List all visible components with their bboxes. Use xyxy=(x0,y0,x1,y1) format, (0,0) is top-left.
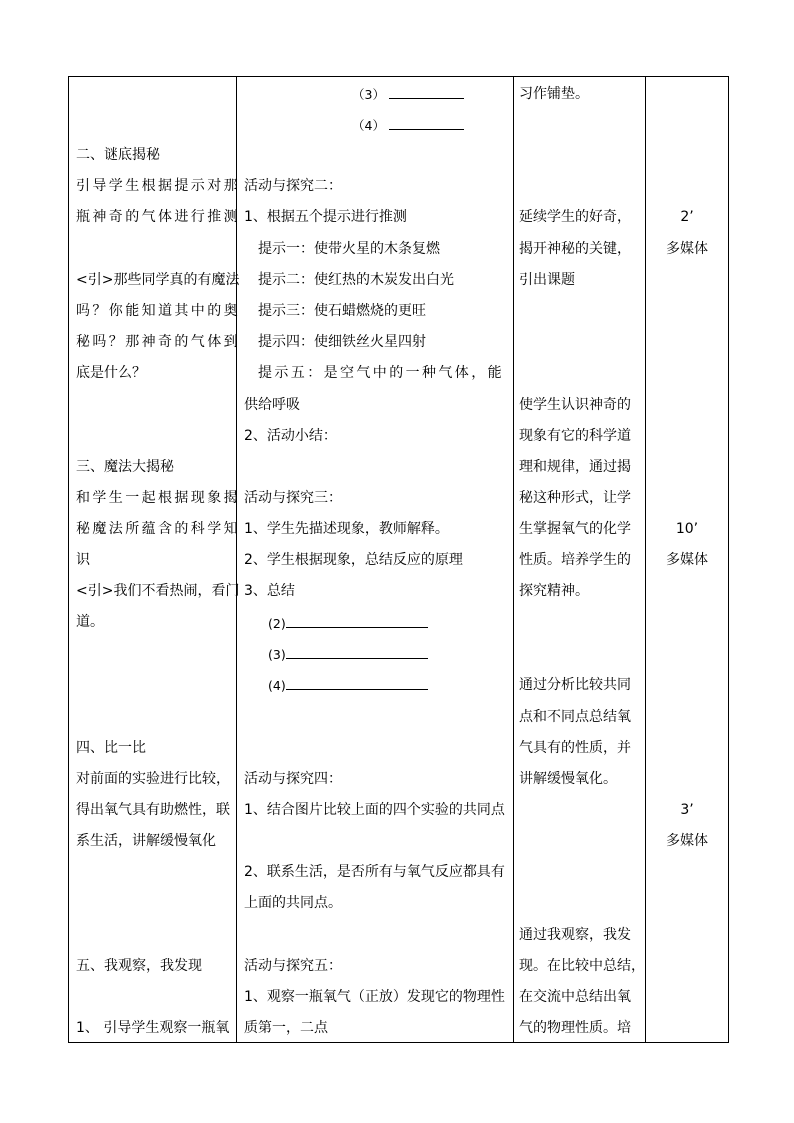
intent-line: 生掌握氧气的化学 xyxy=(519,521,631,537)
text-line: 2、联系生活，是否所有与氧气反应都具有 xyxy=(244,864,505,880)
text-line: 1、根据五个提示进行推测 xyxy=(244,209,407,225)
text-line: 系生活，讲解缓慢氧化 xyxy=(76,833,216,849)
activity-title: 活动与探究三： xyxy=(244,490,342,506)
answer-blank-4 xyxy=(352,116,464,135)
media-label: 多媒体 xyxy=(666,833,708,849)
text-line: <引>我们不看热闹，看门 xyxy=(76,583,240,599)
blank-line xyxy=(389,85,464,99)
intent-line: 讲解缓慢氧化。 xyxy=(519,771,617,787)
intent-line: 点和不同点总结氧 xyxy=(519,709,631,725)
intent-line: 现象有它的科学道 xyxy=(519,428,631,444)
intent-line: 揭开神秘的关键， xyxy=(519,241,631,257)
summary-blank-4 xyxy=(268,676,428,695)
time-allocation: 2’ xyxy=(680,209,694,225)
hint-line: 提示一：使带火星的木条复燃 xyxy=(258,241,440,257)
text-line: 吗？你能知道其中的奥 xyxy=(76,303,240,319)
text-line: 对前面的实验进行比较， xyxy=(76,771,230,787)
intent-line: 秘这种形式，让学 xyxy=(519,490,631,506)
text-line: 2、学生根据现象，总结反应的原理 xyxy=(244,552,463,568)
intent-line: 现。在比较中总结， xyxy=(519,958,645,974)
text-line: 秘魔法所蕴含的科学知 xyxy=(76,521,240,537)
text-line: 1、 引导学生观察一瓶氧 xyxy=(76,1020,230,1036)
activity-title: 活动与探究二： xyxy=(244,178,342,194)
section-title: 四、比一比 xyxy=(76,740,146,756)
text-line: 瓶神奇的气体进行推测 xyxy=(76,209,240,225)
text-line: 3、总结 xyxy=(244,583,295,599)
text-line: 1、观察一瓶氧气（正放）发现它的物理性 xyxy=(244,989,505,1005)
text-line: 和学生一起根据现象揭 xyxy=(76,490,240,506)
hint-line: 提示三：使石蜡燃烧的更旺 xyxy=(258,303,426,319)
text-line: 得出氧气具有助燃性，联 xyxy=(76,802,230,818)
intent-line: 理和规律，通过揭 xyxy=(519,459,631,475)
media-label: 多媒体 xyxy=(666,552,708,568)
text-line: 识 xyxy=(76,552,90,568)
intent-line: 延续学生的好奇， xyxy=(519,209,631,225)
blank-label: (3) xyxy=(268,647,286,662)
blank-line xyxy=(389,116,464,130)
blank-label: （4） xyxy=(352,118,385,133)
summary-blank-2 xyxy=(268,614,428,633)
text-line: 1、学生先描述现象，教师解释。 xyxy=(244,521,449,537)
blank-label: （3） xyxy=(352,87,385,102)
media-label: 多媒体 xyxy=(666,241,708,257)
blank-line xyxy=(286,676,428,690)
hint-line: 提示二：使红热的木炭发出白光 xyxy=(258,272,454,288)
blank-label: (4) xyxy=(268,678,286,693)
activity-title: 活动与探究四： xyxy=(244,771,342,787)
intent-line: 探究精神。 xyxy=(519,583,589,599)
intent-line: 气具有的性质，并 xyxy=(519,740,631,756)
intent-line: 通过我观察，我发 xyxy=(519,927,631,943)
section-title: 三、魔法大揭秘 xyxy=(76,459,174,475)
intent-line: 性质。培养学生的 xyxy=(519,552,631,568)
section-title: 五、我观察，我发现 xyxy=(76,958,202,974)
text-line: 供给呼吸 xyxy=(244,397,300,413)
time-allocation: 10’ xyxy=(675,521,699,537)
intent-line: 引出课题 xyxy=(519,272,575,288)
intent-line: 习作铺垫。 xyxy=(519,86,589,102)
text-line: <引>那些同学真的有魔法 xyxy=(76,272,240,288)
activity-title: 活动与探究五： xyxy=(244,958,342,974)
text-line: 质第一，二点 xyxy=(244,1020,328,1036)
blank-label: (2) xyxy=(268,616,286,631)
text-line: 引导学生根据提示对那 xyxy=(76,178,240,194)
answer-blank-3 xyxy=(352,85,464,104)
intent-line: 气的物理性质。培 xyxy=(519,1020,631,1036)
blank-line xyxy=(286,614,428,628)
section-title: 二、谜底揭秘 xyxy=(76,147,160,163)
hint-line: 提示四：使细铁丝火星四射 xyxy=(258,334,426,350)
text-line: 上面的共同点。 xyxy=(244,895,342,911)
hint-line: 提示五：是空气中的一种气体，能 xyxy=(258,365,504,381)
text-line: 秘吗？那神奇的气体到 xyxy=(76,334,240,350)
text-line: 1、结合图片比较上面的四个实验的共同点 xyxy=(244,802,505,818)
intent-line: 在交流中总结出氧 xyxy=(519,989,631,1005)
intent-line: 通过分析比较共同 xyxy=(519,677,631,693)
time-allocation: 3’ xyxy=(680,802,694,818)
summary-blank-3 xyxy=(268,645,428,664)
text-line: 2、活动小结： xyxy=(244,428,337,444)
intent-line: 使学生认识神奇的 xyxy=(519,397,631,413)
blank-line xyxy=(286,645,428,659)
text-line: 道。 xyxy=(76,614,104,630)
text-line: 底是什么？ xyxy=(76,365,146,381)
column-divider xyxy=(513,77,514,1042)
